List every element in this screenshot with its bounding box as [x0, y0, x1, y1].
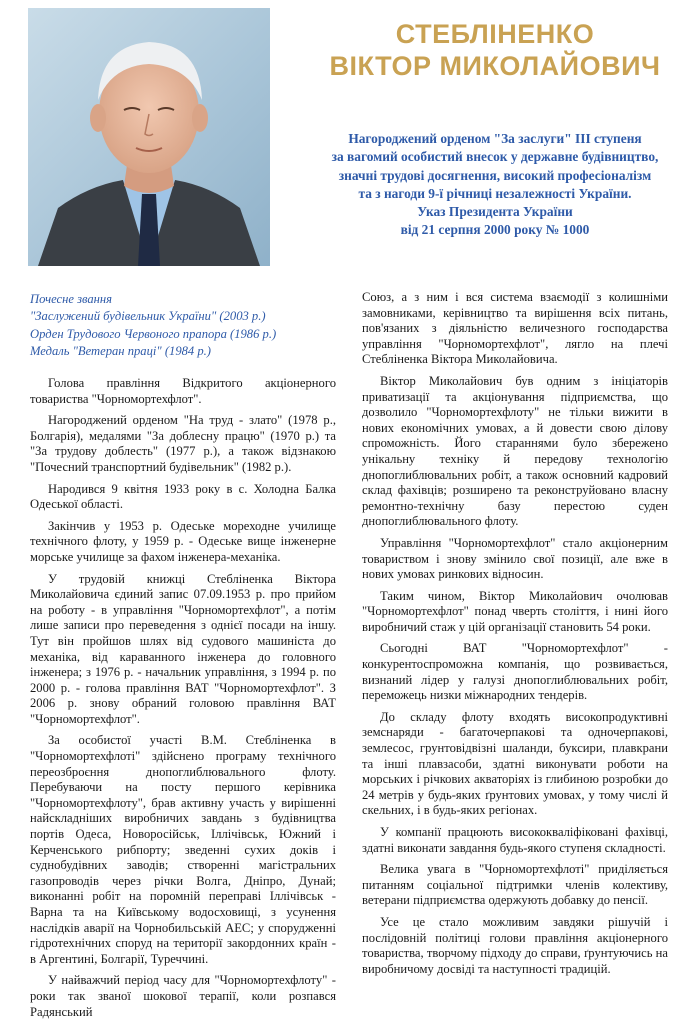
- given-names: ВІКТОР МИКОЛАЙОВИЧ: [329, 51, 661, 81]
- paragraph: Велика увага в "Чорномортехфлоті" приділяється питанням соціальної підтримки членів колективу, ветерани підприємства одержують добавку до пенсії.: [362, 862, 668, 908]
- honor-line: Медаль "Ветеран праці" (1984 р.): [30, 343, 211, 358]
- honor-line: "Заслужений будівельник України" (2003 р.): [30, 309, 266, 324]
- portrait-photo: [28, 8, 270, 266]
- paragraph: За особистої участі В.М. Стебліненка в "Чорномортехфлоті" здійснено програму технічного переозброєння днопоглиблювального флоту. Перебуваючи на посту першого керівника "Чорномортехфлоту", брав активну участь у вирішенні найскладніших виробничих завдань з будівництва портів Одеса, Новоросійськ, Іллічівськ, Южний і Керченського рибпорту; зведенні сухих доків і суднобудівних заводів; створенні магістральних газопроводів через річки Волга, Дніпро, Дунай; виконанні робіт на поромній переправі Іллічівськ - Варна та на Київському водосховищі, з усунення наслідків аварії на Чорнобильській АЕС; у спорудженні гідротехнічних споруд на території закордонних країн - в Аргентині, Болгарії, Туреччині.: [30, 733, 336, 966]
- award-line: та з нагоди 9-ї річниці незалежності України.: [358, 185, 632, 201]
- paragraph: Віктор Миколайович був одним з ініціаторів приватизації та акціонування підприємства, що дозволило "Чорномортехфлоту" не тільки вижити в нових економічних умовах, а й довести свою ділову спроможність. Його стараннями було збережено унікальну техніку й передову технологію днопоглиблювальних робіт, а також основний кадровий склад фахівців; розширено та реконструйовано власну ремонтно-технічну базу перестою суден днопоглиблювального флоту.: [362, 373, 668, 529]
- paragraph: Усе це стало можливим завдяки рішучій і послідовній політиці голови правління акціонерного товариства, творчому підходу до справи, ґрунтуючись на виробничому досвіді та наступності традицій.: [362, 914, 668, 976]
- paragraph: Нагороджений орденом "На труд - злато" (1978 р., Болгарія), медалями "За доблесну працю" (1970 р.) та "За трудову доблесть" (1977 р.), а також відзнакою "Почесний транспортний будівельник" (1982 р.).: [30, 413, 336, 474]
- honors-list: [30, 291, 340, 360]
- right-column: [362, 290, 668, 983]
- person-name: [300, 18, 690, 82]
- portrait-figure: [28, 8, 270, 266]
- honor-line: Орден Трудового Червоного прапора (1986 р.): [30, 326, 277, 341]
- award-line: Указ Президента України: [417, 204, 573, 220]
- paragraph: У трудовій книжці Стебліненка Віктора Миколайовича єдиний запис 07.09.1953 р. про прийом на роботу - в управління "Чорномортехфлот", а потім лише записи про переведення з однієї посади на іншу. Тут він пройшов шлях від судового машиніста до механіка, від караванного інженера до головного інженера; з 1976 р. - начальник управління, з 1994 р. по 2000 р. - голова правління ВАТ "Чорномортехфлот". З 2006 р. знову обраний головою правління ВАТ "Чорномортехфлот".: [30, 571, 336, 726]
- paragraph: Управління "Чорномортехфлот" стало акціонерним товариством і знову змінило свої позиції, але вже в нових умовах ринкових відносин.: [362, 535, 668, 582]
- honor-line: Почесне звання: [30, 292, 113, 306]
- paragraph: Таким чином, Віктор Миколайович очолював "Чорномортехфлот" понад чверть століття, і нині його виробничий стаж у цій організації становить 54 роки.: [362, 588, 668, 634]
- award-line: за вагомий особистий внесок у державне будівництво,: [331, 149, 659, 165]
- surname: СТЕБЛІНЕНКО: [395, 19, 595, 49]
- left-column: [30, 376, 336, 1026]
- paragraph: У компанії працюють висококваліфіковані фахівці, здатні виконати завдання будь-якого ступеня складності.: [362, 825, 668, 855]
- award-line: значні трудові досягнення, високий професіоналізм: [338, 167, 652, 183]
- award-line: Нагороджений орденом "За заслуги" ІІІ ступеня: [348, 131, 642, 146]
- paragraph: Союз, а з ним і вся система взаємодії з колишніми замовниками, керівництво та вирішення всіх питань, пов'язаних з діяльністю величезного господарства управління "Чорномортехфлот", лягло на плечі Стебліненка Віктора Миколайовича.: [362, 290, 668, 367]
- paragraph: Закінчив у 1953 р. Одеське мореходне училище технічного флоту, у 1959 р. - Одеське вище інженерне морське училище за фахом інженера-механіка.: [30, 518, 336, 564]
- award-statement: [300, 130, 690, 240]
- paragraph: У найважчий період часу для "Чорномортехфлоту" - роки так званої шокової терапії, коли розпався Радянський: [30, 973, 336, 1019]
- paragraph: Сьогодні ВАТ "Чорномортехфлот" - конкурентоспроможна компанія, що розвивається, визнаний лідер у галузі днопоглиблювальних робіт, переможець низки міжнародних тендерів.: [362, 641, 668, 703]
- paragraph: До складу флоту входять високопродуктивні земснаряди - багаточерпакові та одночерпакові, землесос, грунтовідвізні шаланди, буксири, плавкрани та інші плавзасоби, здатні виконувати роботи на морських і річкових акваторіях із глибиною розробки до 24 метрів у будь-яких ґрунтових умовах, у тому числі й скельних, і в будь-яких регіонах.: [362, 709, 668, 818]
- award-line: від 21 серпня 2000 року № 1000: [400, 222, 590, 238]
- paragraph: Голова правління Відкритого акціонерного товариства "Чорномортехфлот".: [30, 376, 336, 406]
- paragraph: Народився 9 квітня 1933 року в с. Холодна Балка Одеської області.: [30, 481, 336, 512]
